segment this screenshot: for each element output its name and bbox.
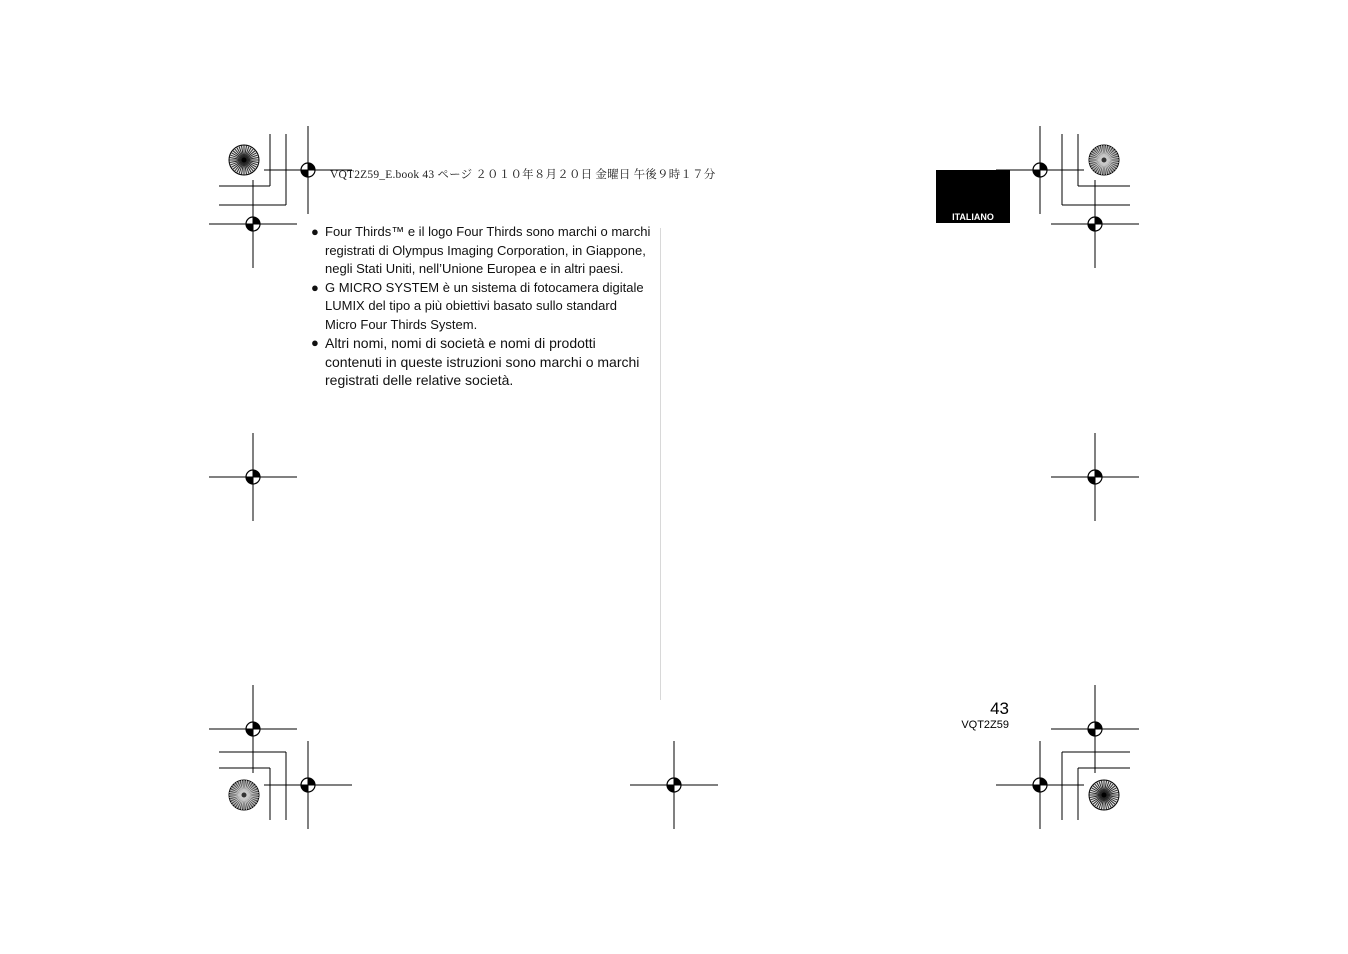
- list-item: [311, 334, 651, 390]
- bullet-icon: ●: [311, 224, 319, 239]
- registration-crosshair-icon: [1051, 433, 1139, 521]
- starburst-wheel-icon: [229, 145, 259, 175]
- bullet-icon: ●: [311, 279, 319, 295]
- registration-crosshair-icon: [264, 741, 352, 829]
- registration-crosshair-icon: [209, 180, 297, 268]
- model-code: VQT2Z59: [961, 719, 1009, 731]
- bullet-icon: ●: [311, 335, 319, 350]
- registration-crosshair-icon: [996, 741, 1084, 829]
- starburst-wheel-icon: [229, 780, 259, 810]
- trademark-notes-list: [311, 223, 651, 390]
- registration-crosshair-icon: [209, 685, 297, 773]
- language-tab-label: ITALIANO: [952, 212, 994, 222]
- registration-crosshair-icon: [1051, 180, 1139, 268]
- registration-crosshair-icon: [630, 741, 718, 829]
- note-text: G MICRO SYSTEM è un sistema di fotocamera digitale LUMIX del tipo a più obiettivi basato sullo standard Micro Four Thirds System.: [325, 279, 644, 332]
- list-item: [311, 279, 651, 335]
- list-item: [311, 223, 651, 279]
- page-number: 43: [990, 699, 1009, 718]
- note-text: Four Thirds™ e il logo Four Thirds sono marchi o marchi registrati di Olympus Imaging Corporation, in Giappone, negli Stati Uniti, nell’Unione Europea e in altri paesi.: [325, 224, 651, 276]
- language-tab: [936, 170, 1010, 223]
- registration-crosshair-icon: [209, 433, 297, 521]
- registration-crosshair-icon: [1051, 685, 1139, 773]
- starburst-wheel-icon: [1089, 145, 1119, 175]
- starburst-wheel-icon: [1089, 780, 1119, 810]
- print-info-header: VQT2Z59_E.book 43 ページ ２０１０年８月２０日 金曜日 午後９時１７分: [330, 169, 716, 181]
- note-text: Altri nomi, nomi di società e nomi di prodotti contenuti in queste istruzioni sono marchi o marchi registrati delle relative società.: [325, 335, 640, 388]
- column-divider: [660, 228, 661, 700]
